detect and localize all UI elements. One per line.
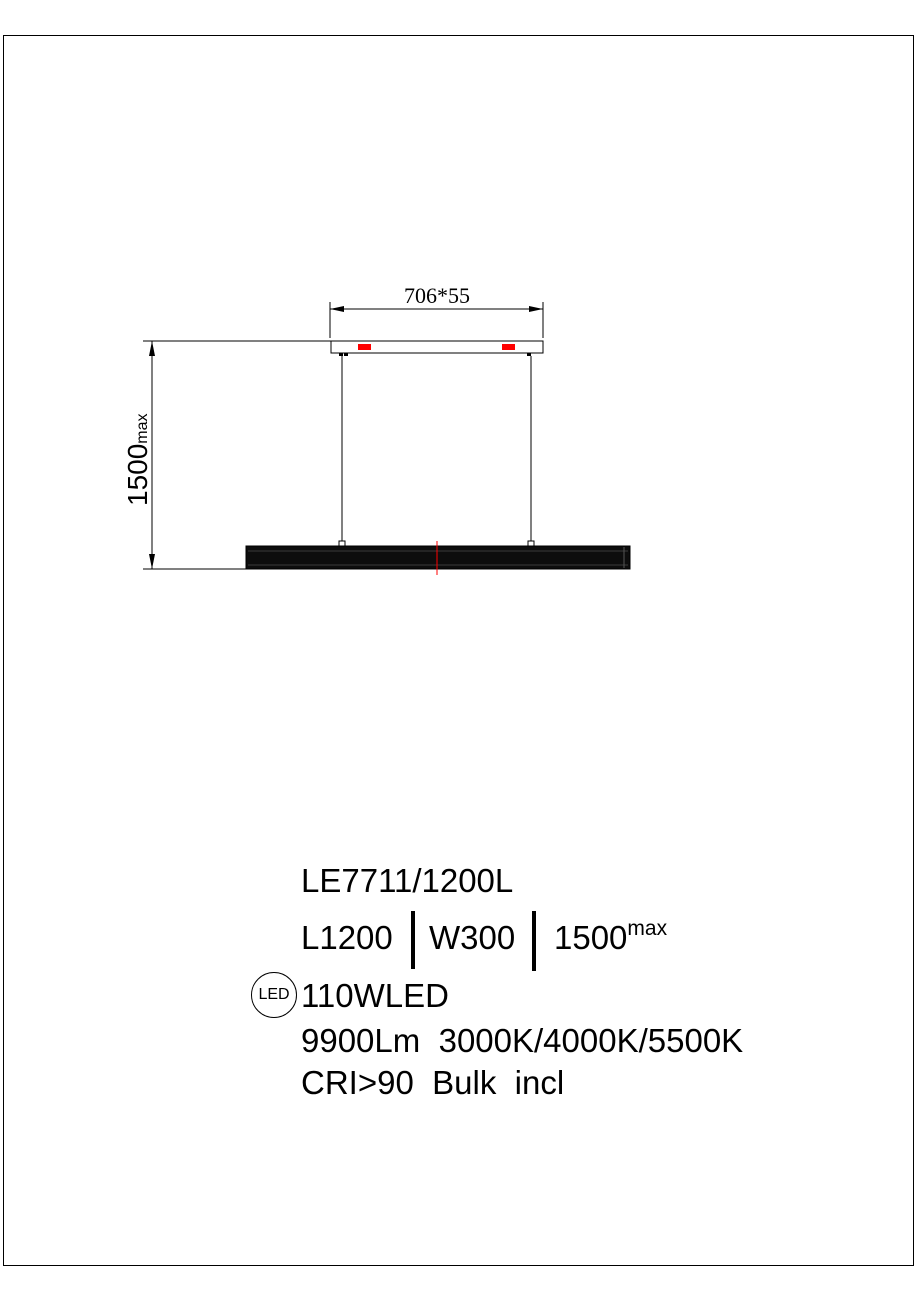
height-dimension-suffix: max [134, 413, 151, 444]
width-dimension-label: 706*55 [404, 283, 470, 308]
luminaire-body [246, 541, 630, 575]
height-dimension [122, 341, 331, 569]
canopy [331, 341, 543, 356]
canopy-clip-left [339, 353, 343, 356]
cri-spec: CRI>90 Bulk incl [301, 1064, 565, 1101]
width-arrow-left [330, 306, 344, 312]
drop-value: 1500 [554, 919, 628, 956]
spec-separator-2 [532, 911, 536, 971]
canopy-marker-left [358, 344, 371, 350]
cable-gripper-left [339, 541, 345, 546]
drop-spec [554, 917, 668, 956]
width-dimension [330, 283, 543, 338]
width-spec: W300 [429, 919, 516, 956]
length-spec: L1200 [301, 919, 393, 956]
model-number: LE7711/1200L [301, 862, 514, 899]
drop-suffix: max [627, 917, 668, 940]
height-dimension-label [122, 413, 153, 506]
height-arrow-top [149, 341, 155, 356]
light-spec: 9900Lm 3000K/4000K/5500K [301, 1022, 744, 1059]
canopy-marker-right [502, 344, 515, 350]
canopy-clip-left-2 [344, 353, 348, 356]
height-dimension-value: 1500 [122, 443, 153, 506]
width-arrow-right [529, 306, 543, 312]
height-arrow-bottom [149, 554, 155, 569]
spec-separator-1 [411, 911, 415, 969]
cable-gripper-right [528, 541, 534, 546]
luminaire-bar [246, 546, 630, 569]
canopy-clip-right [527, 353, 531, 356]
led-icon: LED [251, 972, 297, 1018]
power-spec: 110WLED [301, 977, 449, 1014]
